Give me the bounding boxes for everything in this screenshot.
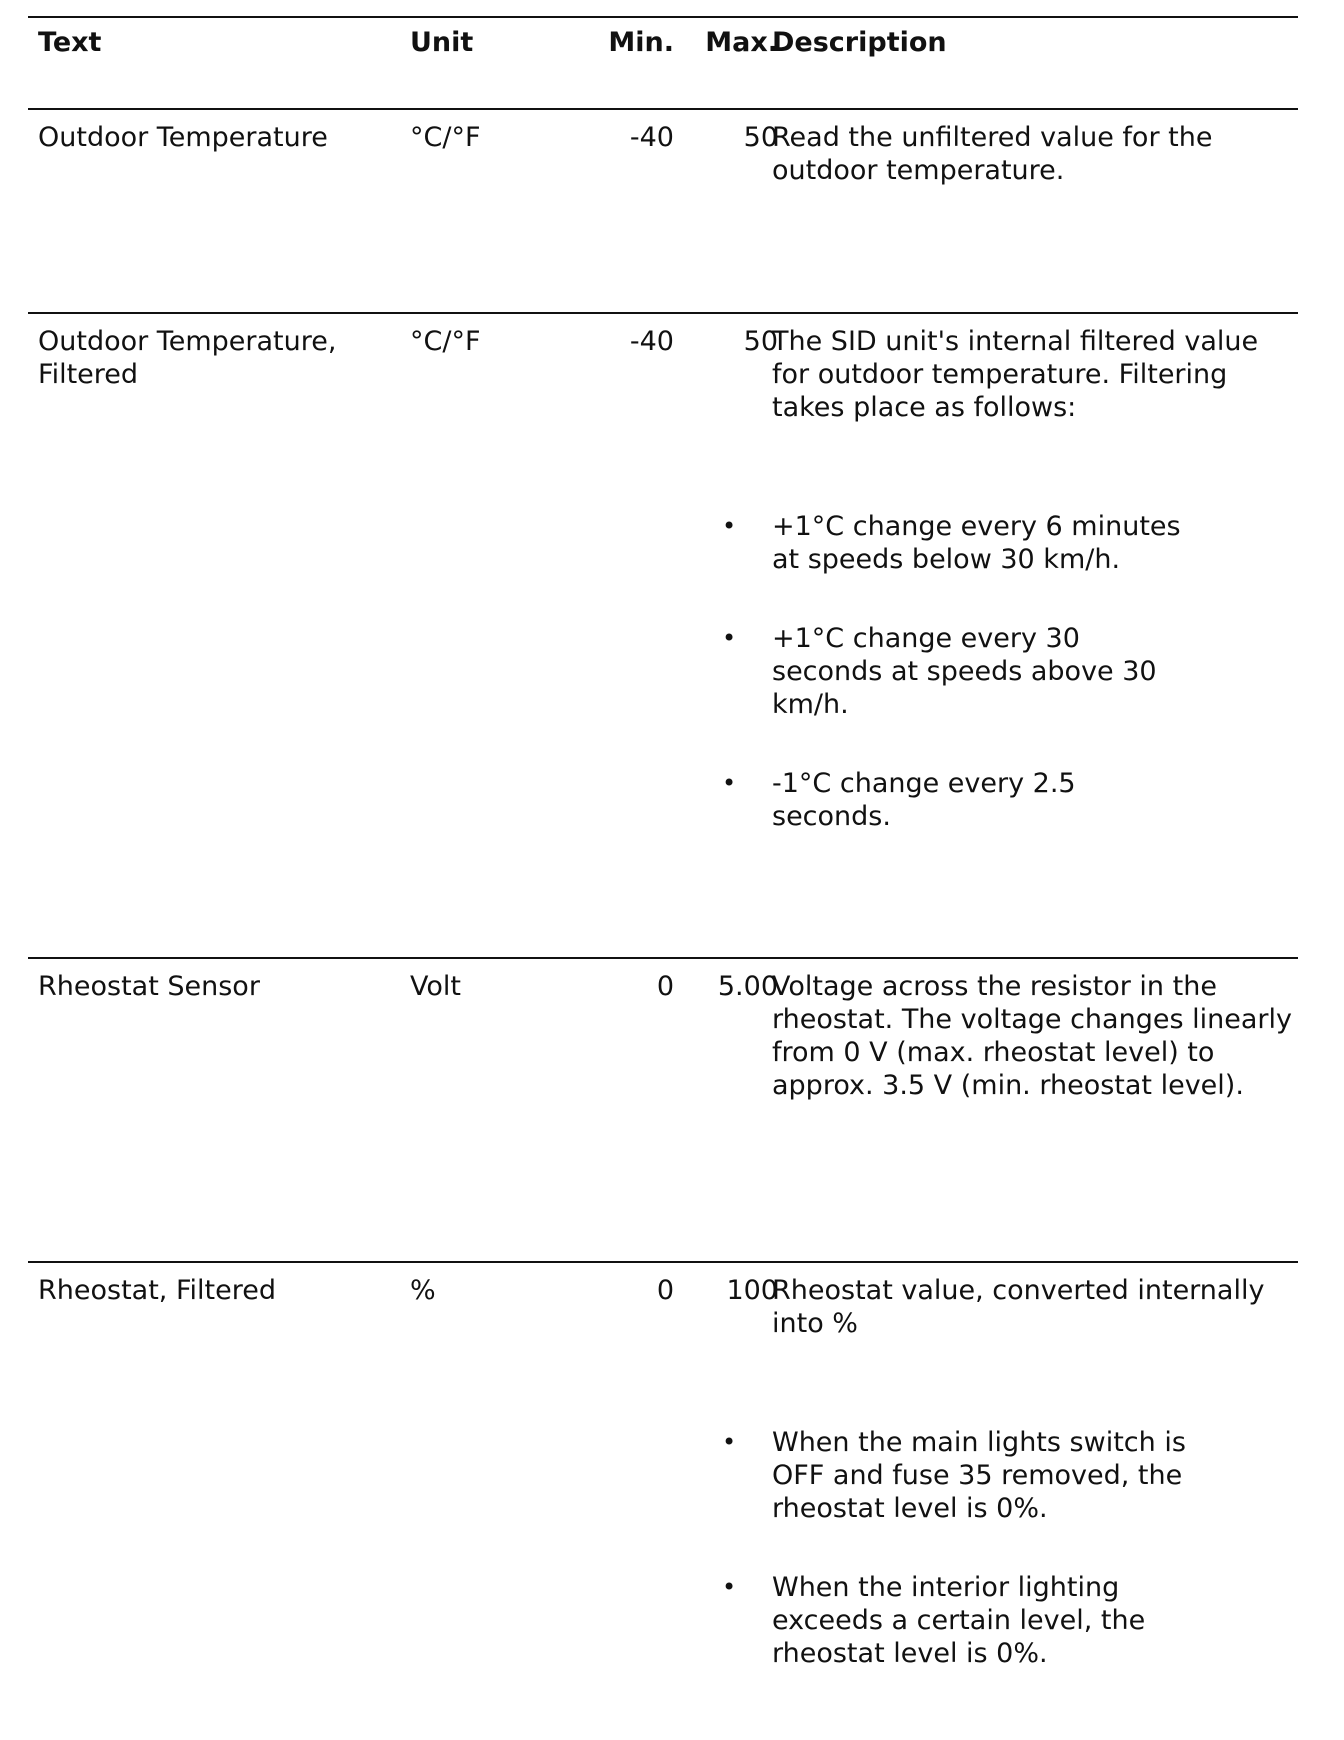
bullet-item: • When the main lights switch is OFF and fuse 35 removed, the rheostat level is 0%. xyxy=(772,1426,1192,1525)
bullet-list xyxy=(772,510,1298,833)
row-max: 100 xyxy=(726,1275,778,1306)
bullet-item: • When the interior lighting exceeds a certain level, the rheostat level is 0%. xyxy=(772,1571,1192,1670)
bullet-list xyxy=(772,1426,1298,1670)
row-unit: Volt xyxy=(410,971,461,1002)
header-description: Description xyxy=(772,27,947,58)
header-min: Min. xyxy=(608,27,674,58)
header-max: Max. xyxy=(705,27,778,58)
row-min: 0 xyxy=(656,1275,674,1306)
row-text: Rheostat Sensor xyxy=(38,971,260,1002)
row-text: Outdoor Temperature, Filtered xyxy=(38,326,337,390)
row-description-text: Voltage across the resistor in the rheostat. The voltage changes linearly from 0 V (max. rheostat level) to approx. 3.5 V (min. rheostat level). xyxy=(772,971,1292,1101)
bullet-item: • -1°C change every 2.5 seconds. xyxy=(772,767,1192,833)
header-text: Text xyxy=(38,27,102,58)
row-description xyxy=(772,325,1298,833)
bullet-item: • +1°C change every 30 seconds at speeds above 30 km/h. xyxy=(772,622,1192,721)
row-min: 0 xyxy=(656,971,674,1002)
header-unit: Unit xyxy=(410,27,474,58)
row-max: 5.00 xyxy=(717,971,778,1002)
row-rule xyxy=(28,1261,1298,1263)
row-unit: % xyxy=(410,1275,436,1306)
bullet-item: • +1°C change every 6 minutes at speeds below 30 km/h. xyxy=(772,510,1192,576)
row-description xyxy=(772,1274,1298,1670)
row-description-text: Rheostat value, converted internally into % xyxy=(772,1275,1265,1339)
row-description-text: Read the unfiltered value for the outdoor temperature. xyxy=(772,122,1213,186)
row-unit: °C/°F xyxy=(410,122,481,153)
row-min: -40 xyxy=(629,326,674,357)
row-max: 50 xyxy=(743,326,778,357)
row-description-text: The SID unit's internal filtered value for outdoor temperature. Filtering takes place as follows: xyxy=(772,326,1259,423)
row-rule xyxy=(28,957,1298,959)
header-rule xyxy=(28,108,1298,110)
row-max: 50 xyxy=(743,122,778,153)
row-rule xyxy=(28,312,1298,314)
row-description xyxy=(772,970,1298,1102)
row-min: -40 xyxy=(629,122,674,153)
row-unit: °C/°F xyxy=(410,326,481,357)
row-text: Outdoor Temperature xyxy=(38,122,328,153)
row-description xyxy=(772,121,1298,187)
table-top-rule xyxy=(28,16,1298,18)
row-text: Rheostat, Filtered xyxy=(38,1275,276,1306)
